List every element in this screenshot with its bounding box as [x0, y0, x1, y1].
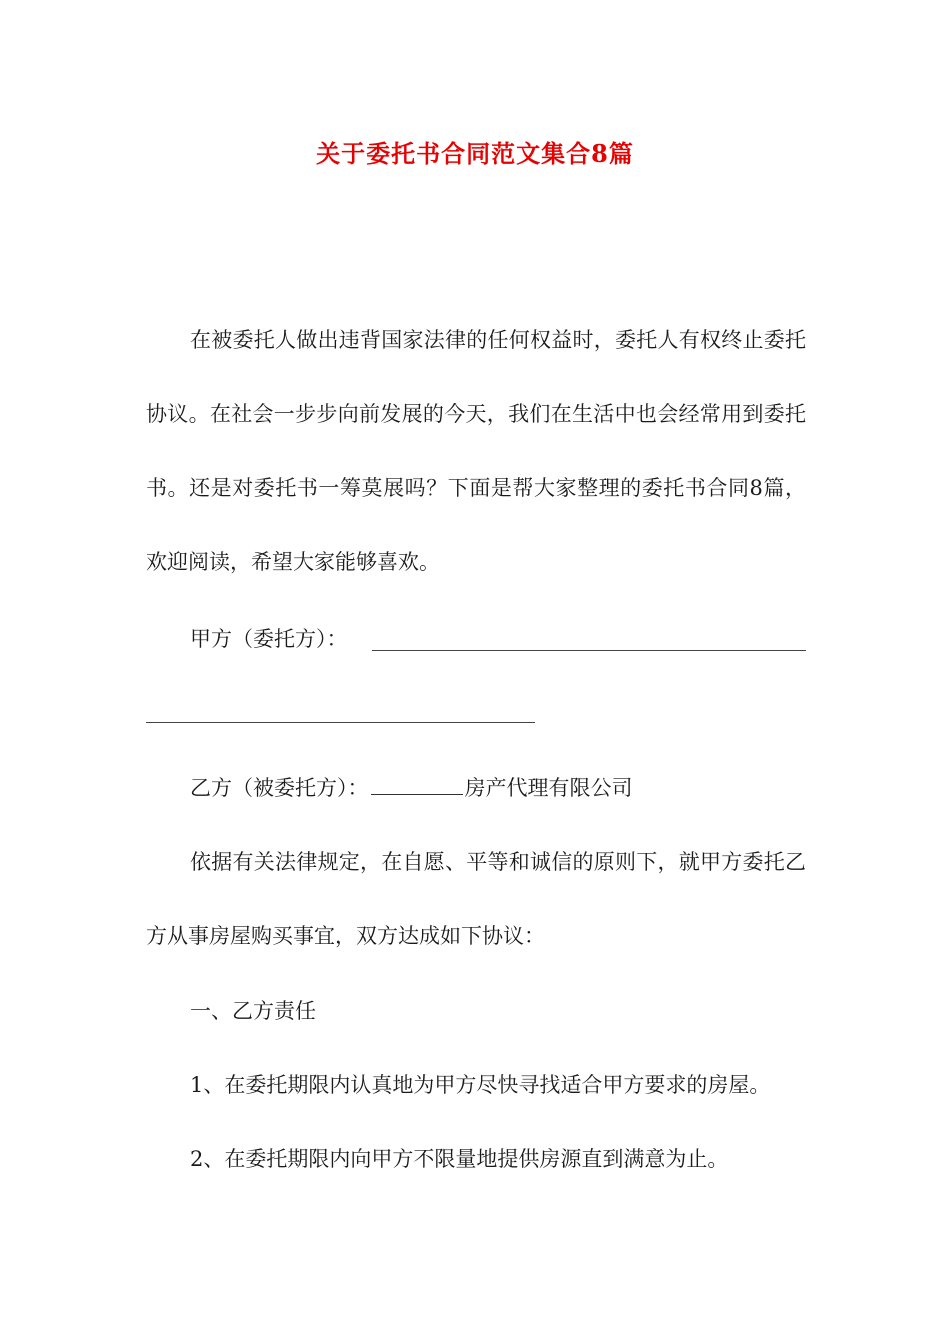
section-1-heading: 一、乙方责任 — [190, 999, 316, 1023]
clause-item-1: 1、在委托期限内认真地为甲方尽快寻找适合甲方要求的房屋。 — [190, 1073, 771, 1097]
party-b-blank — [371, 772, 463, 795]
party-b-line — [190, 770, 633, 806]
basis-paragraph-container — [146, 825, 806, 973]
intro-paragraph-container — [146, 303, 806, 599]
party-a-blank-rule — [372, 650, 806, 651]
party-a-line — [190, 621, 348, 657]
intro-paragraph: 在被委托人做出违背国家法律的任何权益时，委托人有权终止委托协议。在社会一步步向前发展的今天，我们在生活中也会经常用到委托书。还是对委托书一筹莫展吗？下面是帮大家整理的委托书合同8篇，欢迎阅读，希望大家能够喜欢。 — [146, 328, 806, 574]
party-b-company-suffix: 房产代理有限公司 — [464, 776, 633, 800]
clause-item-2: 2、在委托期限内向甲方不限量地提供房源直到满意为止。 — [190, 1147, 729, 1171]
document-title: 关于委托书合同范文集合8篇 — [316, 139, 634, 168]
basis-paragraph: 依据有关法律规定，在自愿、平等和诚信的原则下，就甲方委托乙方从事房屋购买事宜，双方达成如下协议： — [146, 850, 806, 948]
party-a-blank-rule-continued — [146, 722, 535, 723]
party-b-label: 乙方（被委托方）： — [190, 776, 369, 800]
party-a-label: 甲方（委托方）： — [190, 627, 348, 651]
